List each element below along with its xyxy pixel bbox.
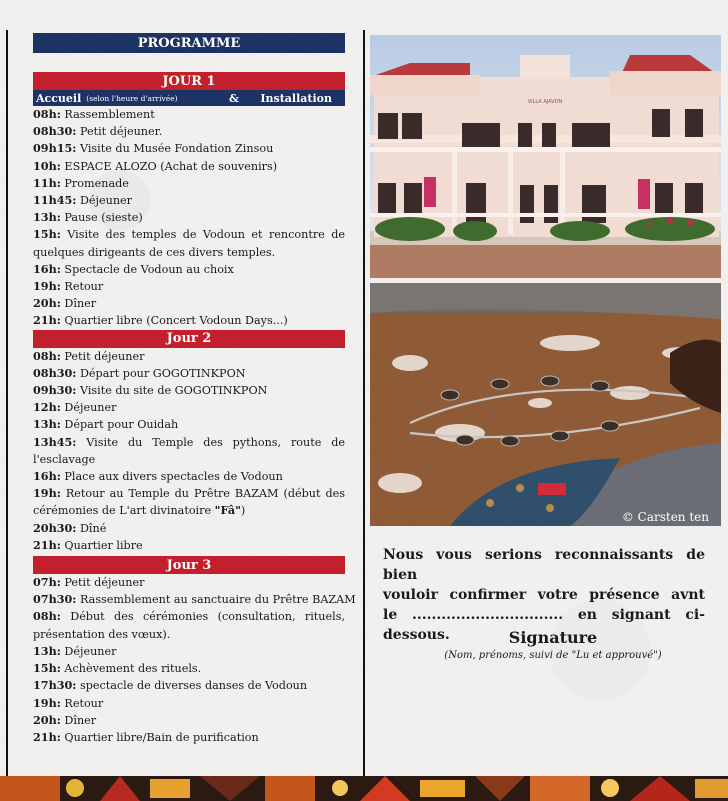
schedule-item (33, 226, 345, 243)
schedule-desc: Retour au Temple du Prêtre BAZAM (début des (60, 487, 345, 501)
schedule-item-continued (33, 244, 345, 261)
schedule-item (33, 643, 345, 660)
schedule-desc-cont: cérémonies de L'art divinatoire (33, 504, 215, 518)
schedule-desc: Dîner (60, 713, 97, 727)
schedule-time: 20h30: (33, 520, 77, 535)
schedule-desc: Déjeuner (60, 644, 117, 658)
schedule-time: 21h: (33, 729, 61, 744)
schedule-item (33, 468, 345, 485)
schedule-item (33, 434, 345, 451)
schedule-time: 15h: (33, 227, 61, 242)
schedule-item (33, 348, 345, 365)
schedule-time: 17h30: (33, 678, 77, 693)
programme-column (33, 33, 356, 746)
schedule-item (33, 537, 345, 554)
schedule-item (33, 729, 345, 746)
schedule-desc: Visite du site de GOGOTINKPON (76, 384, 268, 398)
left-divider (6, 30, 8, 776)
schedule-time: 10h: (33, 158, 61, 173)
schedule-desc: ESPACE ALOZO (Achat de souvenirs) (60, 159, 278, 173)
schedule-desc: Départ pour GOGOTINKPON (76, 366, 246, 380)
schedule-item (33, 209, 345, 226)
schedule-desc: Départ pour Ouidah (60, 418, 179, 432)
ampersand: & (229, 91, 239, 105)
schedule-time: 19h: (33, 486, 61, 501)
schedule-item (33, 485, 345, 502)
schedule-time: 08h: (33, 107, 61, 121)
schedule-time: 09h30: (33, 383, 77, 398)
schedule-item (33, 295, 345, 312)
schedule-time: 21h: (33, 537, 61, 552)
schedule-time: 19h: (33, 279, 61, 294)
schedule-item (33, 660, 345, 677)
confirmation-line-3: le ............................... en signant ci-dessous. (383, 607, 705, 643)
jour2-header: Jour 2 (33, 330, 345, 348)
schedule-item (33, 382, 345, 399)
jour3-header: Jour 3 (33, 556, 345, 574)
schedule-time: 08h: (33, 609, 61, 624)
schedule-item (33, 192, 345, 209)
schedule-item (33, 365, 345, 382)
schedule-time: 11h: (33, 175, 61, 190)
schedule-desc: Quartier libre/Bain de purification (60, 730, 259, 744)
schedule-desc-cont: présentation des vœux). (33, 627, 171, 641)
schedule-item (33, 312, 345, 329)
schedule-time: 20h: (33, 296, 61, 311)
schedule-desc: Petit déjeuner. (76, 125, 163, 139)
schedule-time: 07h30: (33, 592, 77, 607)
schedule-desc: Rassemblement au sanctuaire du Prêtre BAZAM (76, 593, 356, 607)
jour2-schedule (33, 348, 345, 554)
schedule-item-continued (33, 626, 345, 643)
schedule-desc: Pause (sieste) (60, 211, 143, 225)
schedule-item (33, 399, 345, 416)
schedule-time: 08h: (33, 348, 61, 363)
schedule-item (33, 106, 345, 123)
schedule-time: 09h15: (33, 141, 77, 156)
installation-label: Installation (260, 91, 332, 105)
schedule-item (33, 278, 345, 295)
schedule-time: 15h: (33, 661, 61, 676)
building-sign: VILLA AJAVON (527, 99, 563, 105)
schedule-desc: spectacle de diverses danses de Vodoun (76, 679, 308, 693)
schedule-item (33, 608, 345, 625)
schedule-item (33, 591, 356, 608)
schedule-desc-emph: "Fâ" (214, 503, 241, 518)
schedule-item (33, 158, 345, 175)
schedule-item-continued (33, 451, 345, 468)
schedule-time: 13h45: (33, 434, 77, 449)
schedule-time: 13h: (33, 417, 61, 432)
signature-block (383, 628, 723, 661)
schedule-time: 20h: (33, 712, 61, 727)
schedule-time: 11h45: (33, 193, 77, 208)
schedule-item-continued (33, 502, 345, 519)
schedule-item (33, 416, 345, 433)
schedule-time: 08h30: (33, 365, 77, 380)
schedule-desc-cont: quelques dirigeants de ces divers temples. (33, 245, 276, 259)
schedule-desc: Promenade (60, 176, 129, 190)
photo-credit: © Carsten ten (621, 510, 709, 524)
schedule-item (33, 695, 345, 712)
signature-subtitle: (Nom, prénoms, suivi de "Lu et approuvé") (444, 650, 662, 661)
schedule-desc: Dîner (60, 297, 97, 311)
schedule-desc: Petit déjeuner (60, 349, 145, 363)
confirmation-line-1: Nous vous serions reconnaissants de bien (383, 547, 705, 583)
building-photo (370, 35, 721, 278)
signature-title: Signature (508, 628, 598, 647)
schedule-desc-end: ) (240, 504, 246, 518)
accueil-bar (33, 90, 345, 106)
schedule-time: 19h: (33, 695, 61, 710)
schedule-item (33, 123, 345, 140)
schedule-desc: Déjeuner (76, 194, 133, 208)
schedule-desc: Visite du Musée Fondation Zinsou (76, 142, 274, 156)
schedule-desc: Rassemblement (60, 108, 155, 121)
accueil-label: Accueil (36, 91, 82, 105)
schedule-item (33, 175, 345, 192)
schedule-desc: Retour (60, 696, 104, 710)
schedule-item (33, 140, 345, 157)
schedule-item (33, 712, 345, 729)
accueil-note: (selon l'heure d'arrivée) (86, 93, 178, 103)
schedule-desc: Visite des temples de Vodoun et rencontre de (60, 228, 345, 242)
schedule-time: 13h: (33, 210, 61, 225)
schedule-desc: Spectacle de Vodoun au choix (60, 262, 234, 276)
schedule-item (33, 520, 345, 537)
schedule-desc: Quartier libre (Concert Vodoun Days...) (60, 314, 288, 328)
center-divider (363, 30, 365, 776)
confirmation-line-2: vouloir confirmer votre présence avnt (383, 587, 705, 603)
jour1-schedule (33, 106, 345, 330)
schedule-desc: Retour (60, 280, 104, 294)
schedule-desc: Début des cérémonies (consultation, rituels, (60, 610, 345, 624)
schedule-time: 16h: (33, 261, 61, 276)
jour3-schedule (33, 574, 356, 746)
divination-photo (370, 283, 721, 526)
schedule-desc: Petit déjeuner (60, 576, 145, 590)
schedule-time: 21h: (33, 313, 61, 328)
schedule-desc: Dîné (76, 521, 107, 535)
schedule-desc: Achèvement des rituels. (60, 662, 202, 676)
schedule-item (33, 677, 345, 694)
schedule-time: 12h: (33, 400, 61, 415)
schedule-item (33, 574, 345, 591)
decorative-border (0, 776, 728, 801)
jour1-header: JOUR 1 (33, 72, 345, 90)
schedule-time: 07h: (33, 575, 61, 590)
schedule-desc: Visite du Temple des pythons, route de (76, 435, 345, 449)
schedule-time: 13h: (33, 643, 61, 658)
schedule-time: 08h30: (33, 124, 77, 139)
schedule-desc: Place aux divers spectacles de Vodoun (60, 470, 283, 484)
programme-header: PROGRAMME (33, 33, 345, 53)
schedule-item (33, 261, 345, 278)
schedule-time: 16h: (33, 469, 61, 484)
schedule-desc-cont: l'esclavage (33, 452, 96, 466)
schedule-desc: Déjeuner (60, 401, 117, 415)
schedule-desc: Quartier libre (60, 538, 143, 552)
